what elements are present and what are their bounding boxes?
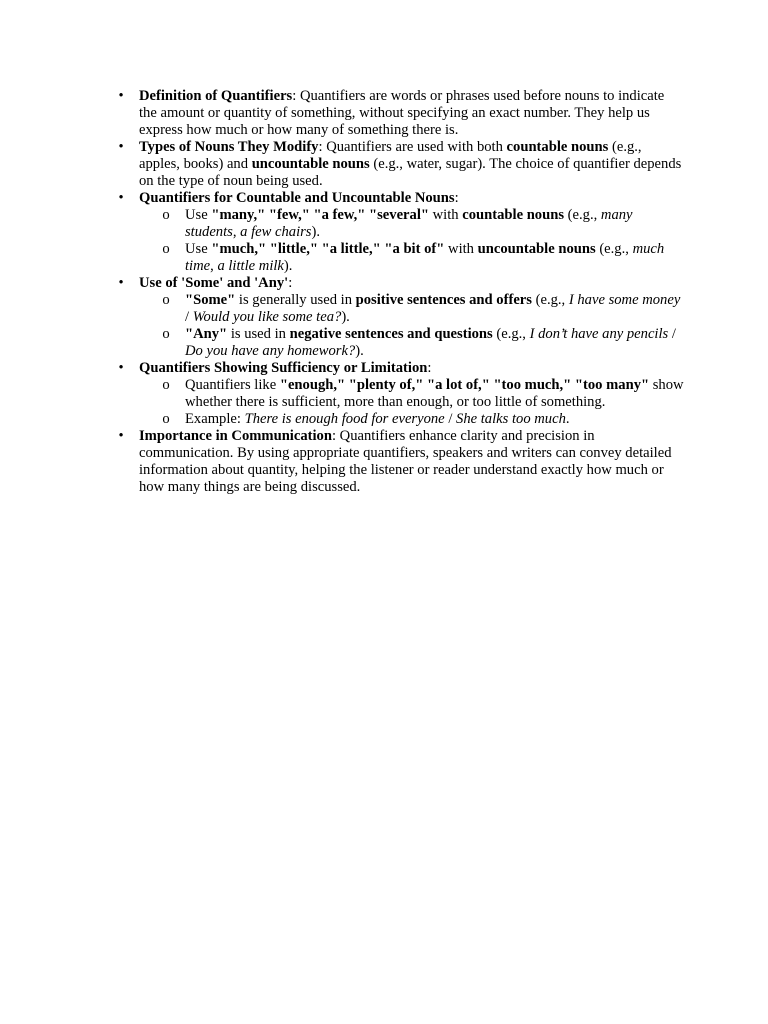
text-run: much time xyxy=(185,241,665,274)
heading-separator: : xyxy=(318,139,323,155)
text-run: Do you have any homework? xyxy=(185,343,356,359)
bullet-icon: • xyxy=(118,360,124,376)
sub-list-item xyxy=(162,377,684,411)
text-run: "many," "few," "a few," "several" xyxy=(211,207,429,223)
text-run: uncountable nouns xyxy=(251,156,370,172)
text-run: , xyxy=(232,224,241,240)
main-bullet-list xyxy=(118,88,684,496)
text-run: Quantifiers enhance clarity and precision in communication. By using appropriate quantifiers, speakers and writers can convey detailed information about quantity, helping the listener or reader understand exactly how much or how many things are being discussed. xyxy=(139,428,672,495)
sub-list-item xyxy=(162,326,684,360)
text-run: "Any" xyxy=(185,326,228,342)
sub-bullet-list xyxy=(139,377,684,428)
list-item-text xyxy=(139,428,684,496)
sub-bullet-icon: o xyxy=(162,292,170,308)
text-run: , xyxy=(210,258,218,274)
text-run: (e.g., apples, books) and xyxy=(139,139,642,172)
sub-list-item-text xyxy=(185,411,684,428)
text-run: (e.g., xyxy=(492,326,530,342)
text-run: uncountable nouns xyxy=(477,241,596,257)
text-run: I don’t have any pencils xyxy=(529,326,669,342)
list-item xyxy=(118,190,684,275)
sub-list-item xyxy=(162,292,684,326)
text-run: with xyxy=(444,241,478,257)
text-run: "much," "little," "a little," "a bit of" xyxy=(211,241,445,257)
text-run: She talks too much xyxy=(456,411,566,427)
heading-separator: : xyxy=(331,428,337,444)
heading-separator: : xyxy=(427,360,432,376)
list-item-text xyxy=(139,190,684,207)
text-run: Quantifiers like xyxy=(185,377,280,393)
text-run: (e.g., xyxy=(531,292,569,308)
list-item-text xyxy=(139,275,684,292)
text-run: with xyxy=(428,207,463,223)
item-heading: Importance in Communication xyxy=(139,428,332,444)
text-run: I have some money xyxy=(568,292,681,308)
sub-bullet-list xyxy=(139,207,684,275)
text-run: (e.g., water, sugar). The choice of quantifier depends on the type of noun being used. xyxy=(139,156,682,189)
text-run: countable nouns xyxy=(506,139,609,155)
bullet-icon: • xyxy=(118,275,124,291)
item-heading: Quantifiers for Countable and Uncountable Nouns xyxy=(139,190,455,206)
text-run: positive sentences and offers xyxy=(355,292,532,308)
item-heading: Quantifiers Showing Sufficiency or Limitation xyxy=(139,360,428,376)
text-run: Use xyxy=(185,207,212,223)
list-item-text xyxy=(139,88,684,139)
text-run: / xyxy=(668,326,676,342)
list-item xyxy=(118,360,684,428)
sub-bullet-icon: o xyxy=(162,241,170,257)
sub-list-item-text xyxy=(185,326,684,360)
list-item xyxy=(118,275,684,360)
sub-list-item xyxy=(162,207,684,241)
sub-list-item xyxy=(162,411,684,428)
item-heading: Types of Nouns They Modify xyxy=(139,139,319,155)
text-run: many students xyxy=(185,207,633,240)
item-heading: Definition of Quantifiers xyxy=(139,88,293,104)
sub-bullet-icon: o xyxy=(162,207,170,223)
heading-separator: : xyxy=(454,190,459,206)
list-item-text xyxy=(139,139,684,190)
text-run: negative sentences and questions xyxy=(289,326,493,342)
text-run: Example: xyxy=(185,411,245,427)
bullet-icon: • xyxy=(118,88,124,104)
text-run: ). xyxy=(355,343,364,359)
text-run: Use xyxy=(185,241,212,257)
sub-bullet-icon: o xyxy=(162,326,170,342)
text-run: show whether there is sufficient, more than enough, or too little of something. xyxy=(185,377,684,410)
text-run: a few chairs xyxy=(240,224,312,240)
text-run: (e.g., xyxy=(595,241,633,257)
sub-bullet-icon: o xyxy=(162,377,170,393)
text-run: Would you like some tea? xyxy=(192,309,342,325)
text-run: / xyxy=(444,411,457,427)
bullet-icon: • xyxy=(118,190,124,206)
sub-bullet-icon: o xyxy=(162,411,170,427)
list-item xyxy=(118,88,684,139)
list-item-text xyxy=(139,360,684,377)
text-run: ). xyxy=(341,309,350,325)
sub-list-item-text xyxy=(185,207,684,241)
text-run: Quantifiers are words or phrases used before nouns to indicate the amount or quantity of something, without specifying an exact number. They help us express how much or how many of something there is. xyxy=(139,88,665,138)
text-run: a little milk xyxy=(217,258,284,274)
text-run: There is enough food for everyone xyxy=(244,411,445,427)
text-run: is generally used in xyxy=(235,292,356,308)
sub-list-item-text xyxy=(185,377,684,411)
text-run: ). xyxy=(283,258,293,274)
item-heading: Use of 'Some' and 'Any' xyxy=(139,275,289,291)
sub-list-item-text xyxy=(185,241,684,275)
text-run: "Some" xyxy=(185,292,236,308)
quantifiers-notes xyxy=(118,88,684,496)
text-run: ). xyxy=(311,224,321,240)
heading-separator: : xyxy=(288,275,293,291)
sub-list-item xyxy=(162,241,684,275)
list-item xyxy=(118,139,684,190)
text-run: (e.g., xyxy=(564,207,601,223)
heading-separator: : xyxy=(292,88,297,104)
sub-bullet-list xyxy=(139,292,684,360)
text-run: countable nouns xyxy=(462,207,565,223)
sub-list-item-text xyxy=(185,292,684,326)
text-run: "enough," "plenty of," "a lot of," "too much," "too many" xyxy=(279,377,650,393)
text-run: / xyxy=(185,309,193,325)
bullet-icon: • xyxy=(118,139,124,155)
text-run: . xyxy=(565,411,570,427)
bullet-icon: • xyxy=(118,428,124,444)
text-run: Quantifiers are used with both xyxy=(322,139,507,155)
text-run: is used in xyxy=(227,326,290,342)
list-item xyxy=(118,428,684,496)
